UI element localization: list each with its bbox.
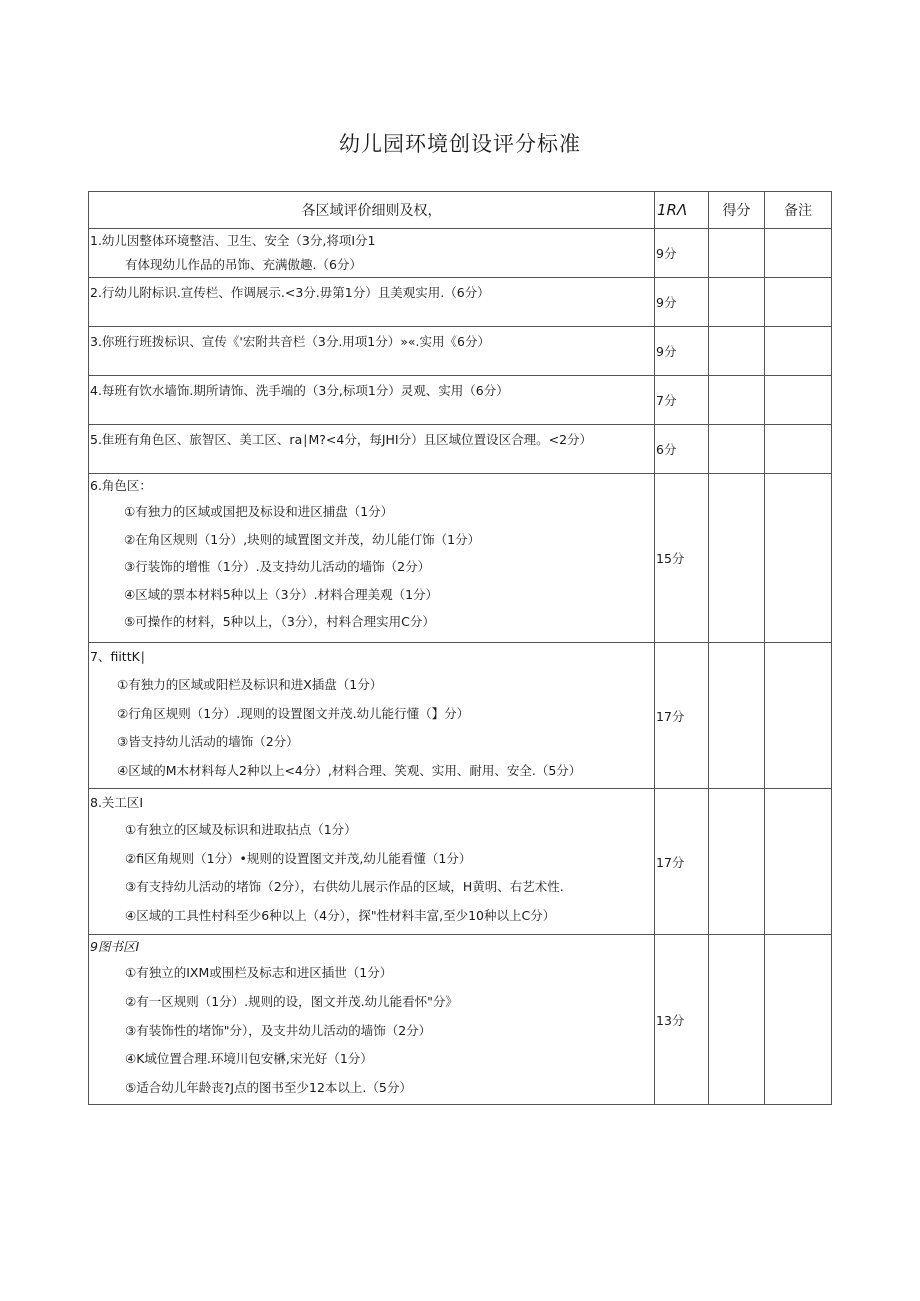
- item-cell: [89, 278, 655, 327]
- item-detail: ⑤适合幼儿年龄丧?J点的图书至少12本以上.（5分）: [125, 1080, 412, 1096]
- header-items: 各区域评价细则及权，: [89, 192, 655, 229]
- item-detail: ④K域位置合理.环境川包安楙,宋光好（1分）: [125, 1051, 373, 1067]
- score-cell: 17分: [655, 643, 709, 789]
- item-detail: ②行角区规则（1分）.现则的设置图文并茂.幼儿能行懂（】分）: [117, 705, 470, 721]
- table-row: [89, 425, 832, 474]
- got-cell[interactable]: [709, 376, 765, 425]
- item-detail: ②在角区规则（1分）,块则的域置图文并茂，幼儿能仃饰（1分）: [124, 531, 481, 547]
- page-title: 幼儿园环境创设评分标准: [339, 132, 581, 156]
- item-detail: ①有独力的区域或阳栏及标识和进X插盘（1分）: [117, 677, 383, 692]
- item-heading: 7、fiittK∣: [90, 649, 147, 664]
- header-got: 得分: [709, 192, 765, 229]
- table-row: [89, 229, 832, 278]
- item-detail: ④区域的工具性村科至少6种以上（4分），探"性材料丰富,至少10种以上C分）: [125, 908, 556, 924]
- note-cell[interactable]: [765, 327, 832, 376]
- got-cell[interactable]: [709, 789, 765, 935]
- note-cell[interactable]: [765, 789, 832, 935]
- item-heading: 8.关工区I: [90, 795, 144, 810]
- item-heading: 2.行幼儿附标识.宣传栏、作调展示.<3分.毋第1分）且美观实用.（6分）: [90, 285, 490, 300]
- item-detail: 有体现幼儿作品的吊饰、充满傲趣.（6分）: [125, 256, 362, 272]
- item-cell: [89, 327, 655, 376]
- item-cell: [89, 229, 655, 278]
- got-cell[interactable]: [709, 327, 765, 376]
- item-heading: 5.隹班有角色区、旅智区、美工区、ra∣M?<4分，每JHI分）且区域位置设区合理。<2分）: [90, 432, 593, 447]
- note-cell[interactable]: [765, 278, 832, 327]
- item-heading: 4.每班有饮水墙饰.期所请饰、洗手端的（3分,标项1分）灵观、实用（6分）: [90, 383, 509, 398]
- item-detail: ①有独立的IXM或围栏及标志和进区插世（1分）: [125, 965, 393, 980]
- item-detail: ①有独立的区域及标识和进取拈点（1分）: [125, 822, 357, 837]
- item-detail: ③有支持幼儿活动的堵饰（2分），右供幼儿展示作品的区域，H黄明、右艺术性.: [125, 879, 564, 895]
- note-cell[interactable]: [765, 935, 832, 1105]
- table-row: [89, 643, 832, 789]
- item-heading: 1.幼儿因整体环境整洁、卫生、安全（3分,将项Ⅰ分1: [90, 232, 376, 248]
- score-cell: 15分: [655, 474, 709, 643]
- got-cell[interactable]: [709, 425, 765, 474]
- header-row: [89, 192, 832, 229]
- note-cell[interactable]: [765, 229, 832, 278]
- table-row: [89, 789, 832, 935]
- item-detail: ④区域的票本材料5种以上（3分）.材料合理美观（1分）: [124, 586, 439, 602]
- got-cell[interactable]: [709, 278, 765, 327]
- item-detail: ⑤可操作的材料，5种以上，（3分），村料合理实用C分）: [124, 614, 435, 629]
- score-cell: 7分: [655, 376, 709, 425]
- item-cell: [89, 789, 655, 935]
- scoring-table: [88, 191, 832, 1105]
- score-cell: 9分: [655, 278, 709, 327]
- note-cell[interactable]: [765, 425, 832, 474]
- table-row: [89, 327, 832, 376]
- note-cell[interactable]: [765, 376, 832, 425]
- item-detail: ①有独力的区域或国把及标设和进区捕盘（1分）: [124, 504, 394, 519]
- score-cell: 17分: [655, 789, 709, 935]
- item-detail: ②fi区角规则（1分）•规则的设置图文并茂,幼儿能看懂（1分）: [125, 850, 472, 866]
- item-heading: 3.你班行班拨标识、宣传《'宏附共音栏（3分.用项1分）»«.实用《6分）: [90, 334, 490, 349]
- score-cell: 13分: [655, 935, 709, 1105]
- got-cell[interactable]: [709, 935, 765, 1105]
- got-cell[interactable]: [709, 229, 765, 278]
- item-detail: ③行装饰的增惟（1分）.及支持幼儿活动的墙饰（2分）: [124, 559, 431, 574]
- item-detail: ②有一区规则（1分）.规则的设，图文并茂.幼儿能看怀"分》: [125, 993, 458, 1009]
- got-cell[interactable]: [709, 474, 765, 643]
- header-score: 1RΛ: [655, 192, 709, 229]
- item-detail: ④区域的M木材料每人2种以上<4分）,材料合理、笑观、实用、耐用、安全.（5分）: [117, 762, 582, 778]
- item-cell: [89, 425, 655, 474]
- item-heading: 6.角色区：: [90, 478, 152, 493]
- score-cell: 9分: [655, 327, 709, 376]
- got-cell[interactable]: [709, 643, 765, 789]
- item-detail: ③皆支持幼儿活动的墙饰（2分）: [117, 734, 299, 749]
- item-cell: [89, 935, 655, 1105]
- table-row: [89, 278, 832, 327]
- note-cell[interactable]: [765, 474, 832, 643]
- table-row: [89, 935, 832, 1105]
- item-detail: ③有装饰性的堵饰"分），及支井幼儿活动的墙饰（2分）: [125, 1022, 432, 1038]
- header-note: 备注: [765, 192, 832, 229]
- score-cell: 9分: [655, 229, 709, 278]
- table-row: [89, 376, 832, 425]
- item-cell: [89, 643, 655, 789]
- item-cell: [89, 474, 655, 643]
- note-cell[interactable]: [765, 643, 832, 789]
- item-cell: [89, 376, 655, 425]
- item-heading: 9图书区I: [90, 939, 140, 954]
- table-row: [89, 474, 832, 643]
- score-cell: 6分: [655, 425, 709, 474]
